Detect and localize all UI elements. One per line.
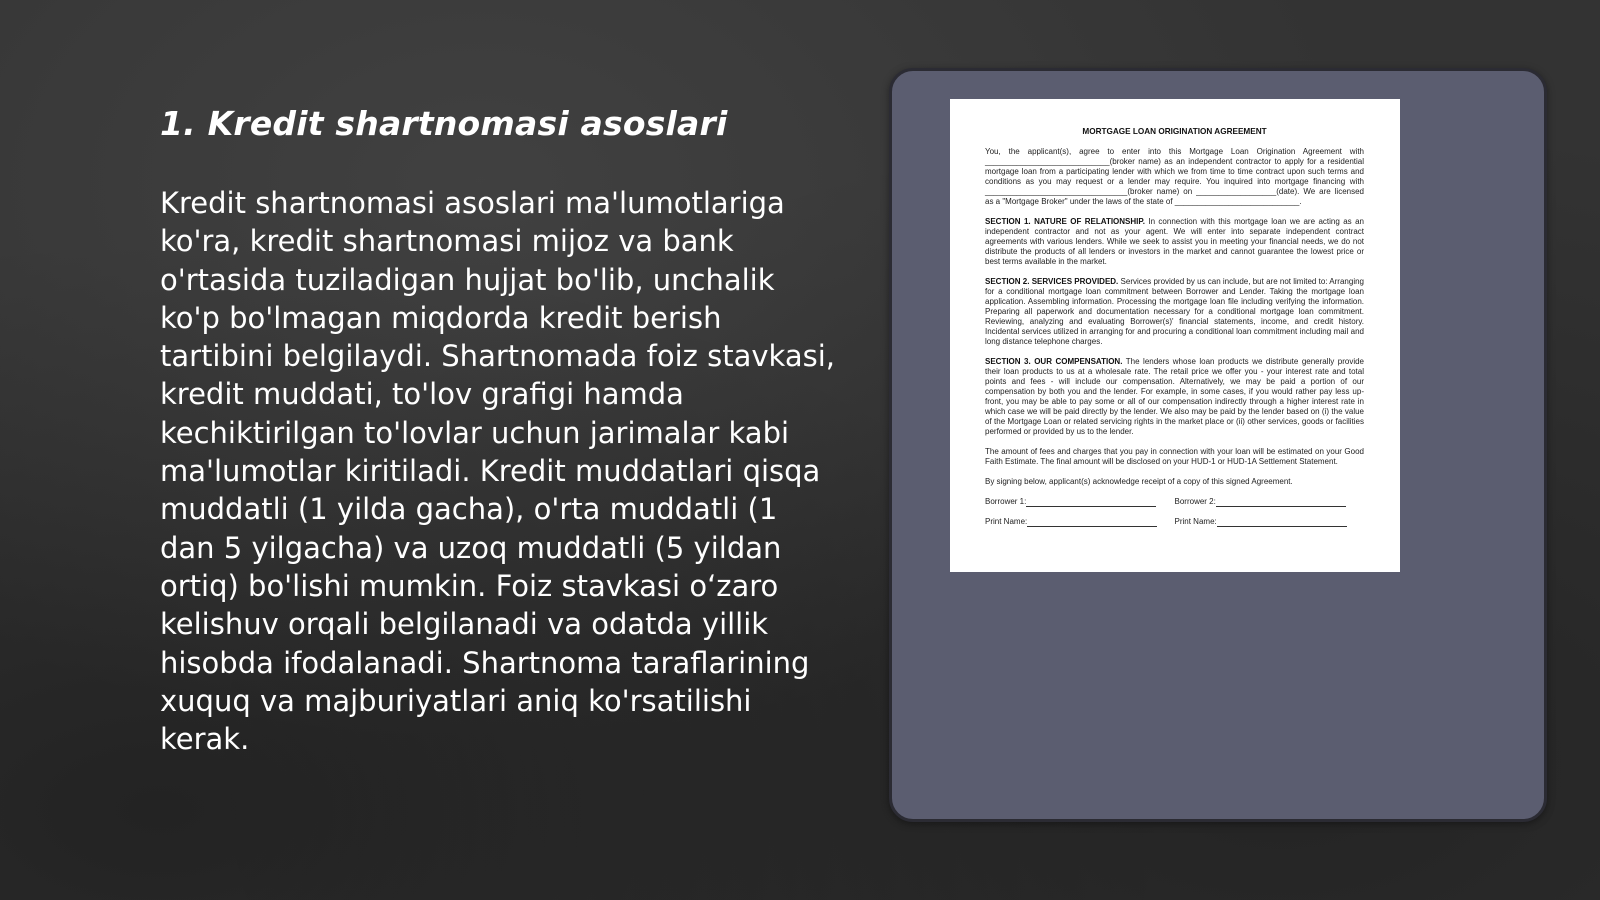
section-3-heading: SECTION 3. OUR COMPENSATION. bbox=[985, 357, 1123, 366]
print-name-row bbox=[985, 517, 1364, 527]
document-title: MORTGAGE LOAN ORIGINATION AGREEMENT bbox=[1082, 127, 1267, 136]
slide-body-text: Kredit shartnomasi asoslari ma'lumotlariga ko'ra, kredit shartnomasi mijoz va bank o'rtasida tuziladigan hujjat bo'lib, unchalik ko'p bo'lmagan miqdorda kredit berish tartibini belgilaydi. Shartnomada foiz stavkasi, kredit muddati, to'lov grafigi hamda kechiktirilgan to'lovlar uchun jarimalar kabi ma'lumotlar kiritiladi. Kredit muddatlari qisqa muddatli (1 yilda gacha), o'rta muddatli (1 dan 5 yilgacha) va uzoq muddatli (5 yildan ortiq) bo'lishi mumkin. Foiz stavkasi o‘zaro kelishuv orqali belgilanadi va odatda yillik hisobda ifodalanadi. Shartnoma taraflarining xuquq va majburiyatlari aniq ko'rsatilishi kerak. bbox=[160, 186, 835, 757]
document-fees-text: The amount of fees and charges that you pay in connection with your loan will be estimated on your Good Faith Estimate. The final amount will be disclosed on your HUD-1 or HUD-1A Settlement Statement. bbox=[985, 447, 1364, 466]
borrower-1-signature bbox=[985, 497, 1175, 507]
print-name-1-label: Print Name: bbox=[985, 517, 1028, 526]
print-name-1 bbox=[985, 517, 1175, 527]
document-intro: You, the applicant(s), agree to enter into this Mortgage Loan Origination Agreement with ____________________________(broker name) as an independent contractor to apply for a residential mortgage loan from a participating lender with which we from time to time contract upon such terms and conditions as you may request or a lender may require. You inquired into mortgage financing with ________________________________(broker name) on __________________(date). We are licensed as a "Mortgage Broker" under the laws of the state of ____________________________. bbox=[985, 147, 1364, 206]
signature-line bbox=[1216, 498, 1346, 507]
print-name-2-label: Print Name: bbox=[1174, 517, 1217, 526]
agreement-document-image bbox=[950, 99, 1400, 572]
document-section-1 bbox=[985, 217, 1364, 267]
signature-line bbox=[1217, 518, 1347, 527]
borrower-signature-row bbox=[985, 497, 1364, 507]
print-name-2 bbox=[1175, 517, 1365, 527]
borrower-2-signature bbox=[1175, 497, 1365, 507]
document-signing-text: By signing below, applicant(s) acknowledge receipt of a copy of this signed Agreement. bbox=[985, 477, 1293, 486]
section-1-heading: SECTION 1. NATURE OF RELATIONSHIP. bbox=[985, 217, 1145, 226]
slide-title: 1. Kredit shartnomasi asoslari bbox=[160, 104, 728, 143]
signature-line bbox=[1027, 518, 1157, 527]
document-section-2 bbox=[985, 277, 1364, 347]
section-2-text: Services provided by us can include, but are not limited to: Arranging for a conditional mortgage loan commitment between Borrower and Lender. Taking the mortgage loan application. Assembling information. Processing the mortgage loan file including verifying the information. Preparing all paperwork and documentation necessary for a conditional mortgage loan commitment. Reviewing, analyzing and evaluating Borrower(s)' financial statements, income, and credit history. Incidental services utilized in arranging for and procuring a conditional loan commitment including mail and long distance telephone charges. bbox=[985, 277, 1364, 346]
document-section-3 bbox=[985, 357, 1364, 437]
signature-line bbox=[1026, 498, 1156, 507]
section-3-text: The lenders whose loan products we distribute generally provide their loan products to us at a wholesale rate. The retail price we offer you - your interest rate and total points and fees - will include our compensation. Alternatively, we may be paid a portion of our compensation by both you and the lender. For example, in some cases, if you would rather pay less up-front, you may be able to pay some or all of our compensation indirectly through a higher interest rate in which case we will be paid directly by the lender. We also may be paid by the lender based on (i) the value of the Mortgage Loan or related servicing rights in the market place or (ii) other services, goods or facilities performed or provided by us to the lender. bbox=[985, 357, 1365, 436]
section-2-heading: SECTION 2. SERVICES PROVIDED. bbox=[985, 277, 1119, 286]
borrower-2-label: Borrower 2: bbox=[1174, 497, 1216, 506]
section-1-text: In connection with this mortgage loan we are acting as an independent contractor and not as your agent. We will enter into separate independent contract agreements with various lenders. While we seek to assist you in meeting your financial needs, we do not distribute the products of all lenders or investors in the market and cannot guarantee the lowest price or best terms available in the market. bbox=[985, 217, 1364, 266]
borrower-1-label: Borrower 1: bbox=[985, 497, 1027, 506]
